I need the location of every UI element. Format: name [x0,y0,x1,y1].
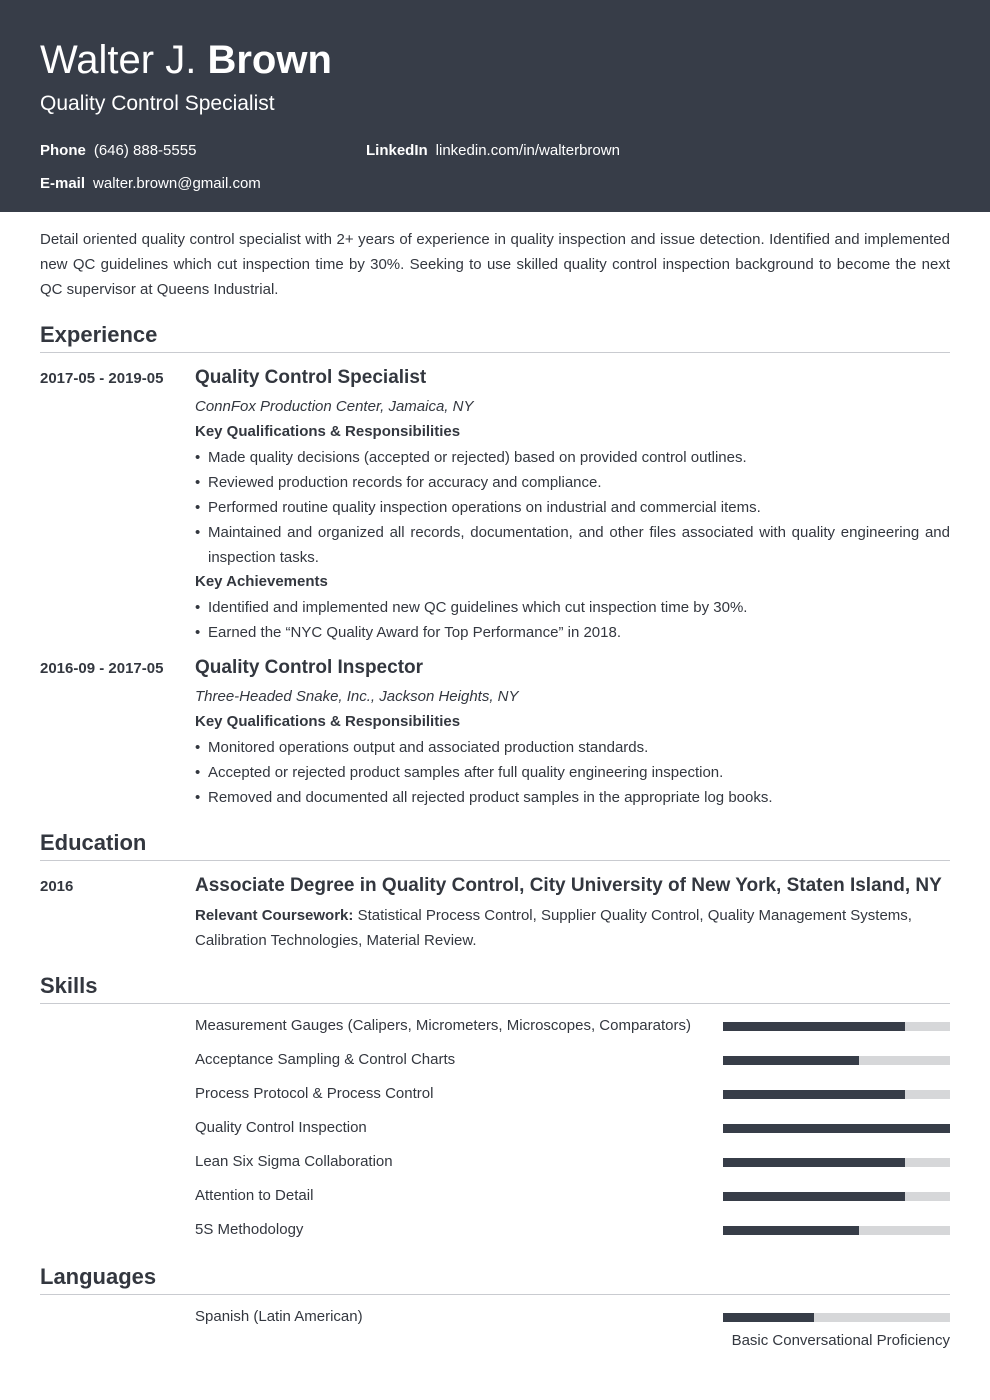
job-dates: 2017-05 - 2019-05 [40,370,164,387]
skill-level-fill [723,1090,905,1099]
skill-level-bar [723,1158,950,1167]
skill-level-fill [723,1192,905,1201]
skill-name: Measurement Gauges (Calipers, Micrometers, Microscopes, Comparators) [195,1017,691,1034]
email-label: E-mail [40,175,86,192]
email-link[interactable]: walter.brown@gmail.com [93,175,261,192]
skill-level-bar [723,1022,950,1031]
skill-name: Process Protocol & Process Control [195,1085,434,1102]
skill-row [195,1084,950,1104]
skill-name: Quality Control Inspection [195,1119,367,1136]
resume-header [0,0,990,212]
job-dates: 2016-09 - 2017-05 [40,660,164,677]
list-item: • Maintained and organized all records, documentation, and other files associated with quality engineering and inspection tasks. [195,520,950,570]
coursework-label: Relevant Coursework: [195,907,354,924]
skill-name: Lean Six Sigma Collaboration [195,1153,393,1170]
skill-row [195,1016,950,1036]
skill-level-bar [723,1056,950,1065]
linkedin-label: LinkedIn [366,142,428,159]
skill-level-fill [723,1022,905,1031]
last-name: Brown [207,38,332,82]
skill-level-fill [723,1158,905,1167]
skill-level-bar [723,1226,950,1235]
qualifications-list [195,735,950,810]
job-company: ConnFox Production Center, Jamaica, NY [195,398,474,415]
job-title: Quality Control Inspector [195,657,424,678]
language-name: Spanish (Latin American) [195,1308,363,1325]
skill-row [195,1186,950,1206]
job-company: Three-Headed Snake, Inc., Jackson Heights, NY [195,688,519,705]
education-degree: Associate Degree in Quality Control, City University of New York, Staten Island, NY [195,875,942,896]
phone-label: Phone [40,142,86,159]
qualifications-list [195,445,950,570]
contact-phone [40,141,196,161]
skill-row [195,1152,950,1172]
language-proficiency: Basic Conversational Proficiency [731,1332,950,1349]
language-row [195,1307,950,1327]
skill-row [195,1050,950,1070]
list-item: • Performed routine quality inspection operations on industrial and commercial items. [195,495,950,520]
contact-email [40,174,261,194]
qualifications-heading: Key Qualifications & Responsibilities [195,713,461,730]
list-item: • Monitored operations output and associated production standards. [195,735,950,760]
skill-row [195,1118,950,1138]
skill-row [195,1220,950,1240]
list-item: • Accepted or rejected product samples after full quality engineering inspection. [195,760,950,785]
skill-level-fill [723,1056,859,1065]
skill-name: 5S Methodology [195,1221,304,1238]
achievements-list [195,595,950,645]
section-divider [40,1294,950,1295]
skills-heading: Skills [40,973,98,998]
candidate-name [40,37,332,83]
section-divider [40,860,950,861]
achievements-heading: Key Achievements [195,573,328,590]
list-item: • Identified and implemented new QC guidelines which cut inspection time by 30%. [195,595,950,620]
list-item: • Removed and documented all rejected product samples in the appropriate log books. [195,785,950,810]
linkedin-link[interactable]: linkedin.com/in/walterbrown [435,142,620,159]
skill-level-fill [723,1124,950,1133]
skill-level-bar [723,1124,950,1133]
section-divider [40,1003,950,1004]
qualifications-heading: Key Qualifications & Responsibilities [195,423,461,440]
candidate-title: Quality Control Specialist [40,92,275,115]
contact-linkedin [366,141,620,161]
education-coursework [195,903,950,953]
education-year: 2016 [40,878,74,895]
skill-level-bar [723,1192,950,1201]
education-heading: Education [40,830,147,855]
job-title: Quality Control Specialist [195,367,427,388]
language-level-bar [723,1313,950,1322]
skill-level-fill [723,1226,859,1235]
skill-name: Attention to Detail [195,1187,314,1204]
skill-level-bar [723,1090,950,1099]
list-item: • Made quality decisions (accepted or rejected) based on provided control outlines. [195,445,950,470]
phone-value: (646) 888-5555 [93,142,197,159]
skill-name: Acceptance Sampling & Control Charts [195,1051,456,1068]
coursework-list: Statistical Process Control, Supplier Quality Control, Quality Management Systems, Calibration Technologies, Material Review. [195,907,912,949]
experience-heading: Experience [40,322,158,347]
language-level-fill [723,1313,814,1322]
list-item: • Reviewed production records for accuracy and compliance. [195,470,950,495]
section-divider [40,352,950,353]
summary-paragraph: Detail oriented quality control specialist with 2+ years of experience in quality inspection and issue detection. Identified and implemented new QC guidelines which cut inspection time by 30%. Seeking to use skilled quality control inspection background to become the next QC supervisor at Queens Industrial. [40,231,950,298]
list-item: • Earned the “NYC Quality Award for Top Performance” in 2018. [195,620,950,645]
first-name: Walter J. [40,38,197,82]
languages-heading: Languages [40,1264,157,1289]
